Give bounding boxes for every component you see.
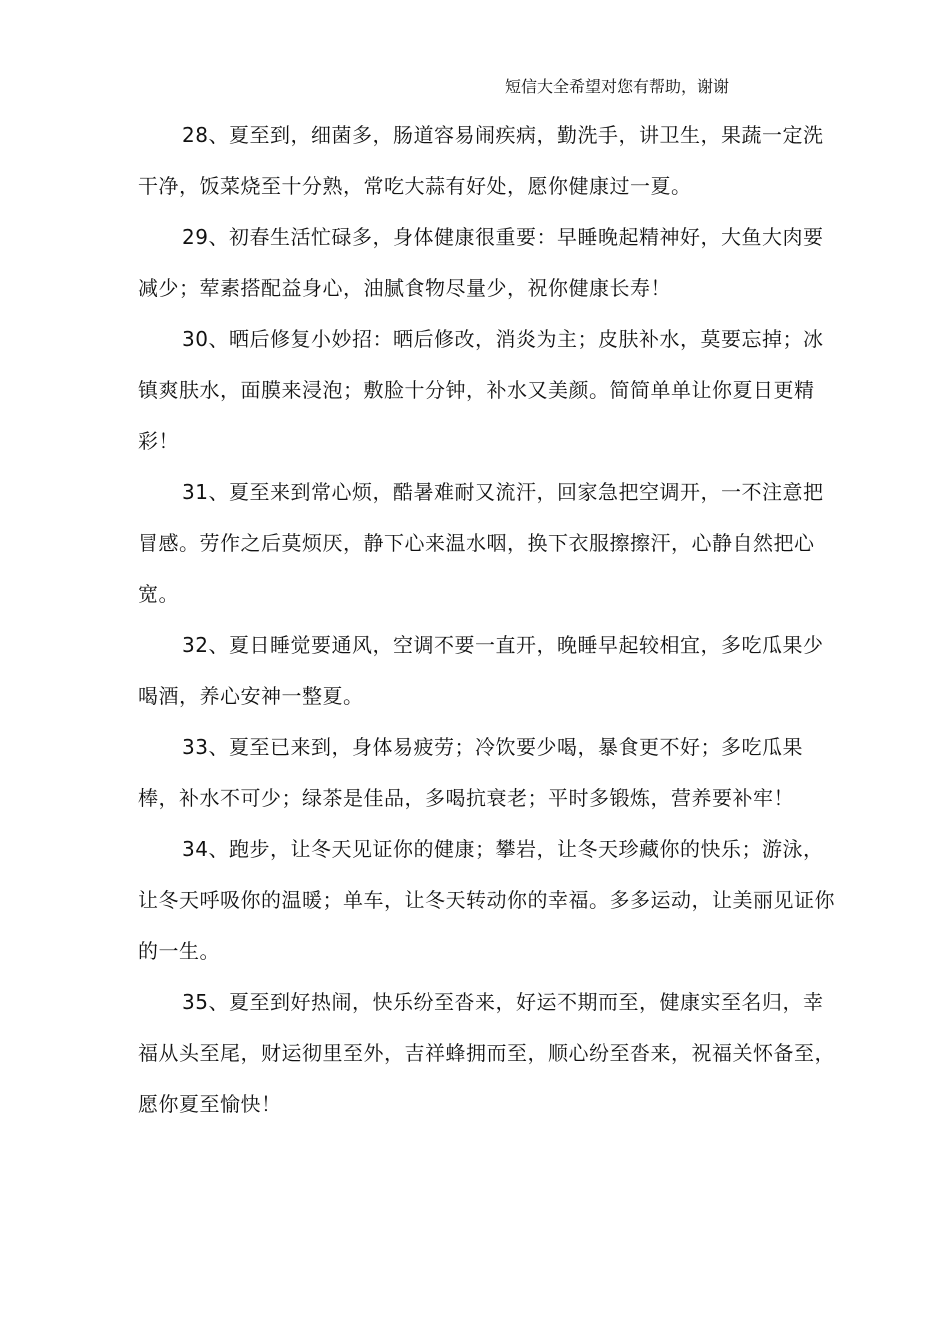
- message-35: 35、夏至到好热闹，快乐纷至沓来，好运不期而至，健康实至名归，幸福从头至尾，财运彻里至外，吉祥蜂拥而至，顺心纷至沓来，祝福关怀备至，愿你夏至愉快！: [138, 990, 835, 1116]
- message-34: 34、跑步，让冬天见证你的健康；攀岩，让冬天珍藏你的快乐；游泳，让冬天呼吸你的温暖；单车，让冬天转动你的幸福。多多运动，让美丽见证你的一生。: [138, 837, 835, 963]
- document-body: [138, 110, 838, 1130]
- header-note: 短信大全希望对您有帮助，谢谢: [505, 77, 730, 96]
- message-32: 32、夏日睡觉要通风，空调不要一直开，晚睡早起较相宜，多吃瓜果少喝酒，养心安神一整夏。: [138, 633, 824, 708]
- message-33: 33、夏至已来到，身体易疲劳；冷饮要少喝，暴食更不好；多吃瓜果棒，补水不可少；绿茶是佳品，多喝抗衰老；平时多锻炼，营养要补牢！: [138, 735, 803, 810]
- message-30: 30、晒后修复小妙招：晒后修改，消炎为主；皮肤补水，莫要忘掉；冰镇爽肤水，面膜来浸泡；敷脸十分钟，补水又美颜。简简单单让你夏日更精彩！: [138, 327, 824, 453]
- message-29: 29、初春生活忙碌多，身体健康很重要：早睡晚起精神好，大鱼大肉要减少；荤素搭配益身心，油腻食物尽量少，祝你健康长寿！: [138, 225, 824, 300]
- message-31: 31、夏至来到常心烦，酷暑难耐又流汗，回家急把空调开，一不注意把冒感。劳作之后莫烦厌，静下心来温水咽，换下衣服擦擦汗，心静自然把心宽。: [138, 480, 824, 606]
- message-28: 28、夏至到，细菌多，肠道容易闹疾病，勤洗手，讲卫生，果蔬一定洗干净，饭菜烧至十分熟，常吃大蒜有好处，愿你健康过一夏。: [138, 123, 824, 198]
